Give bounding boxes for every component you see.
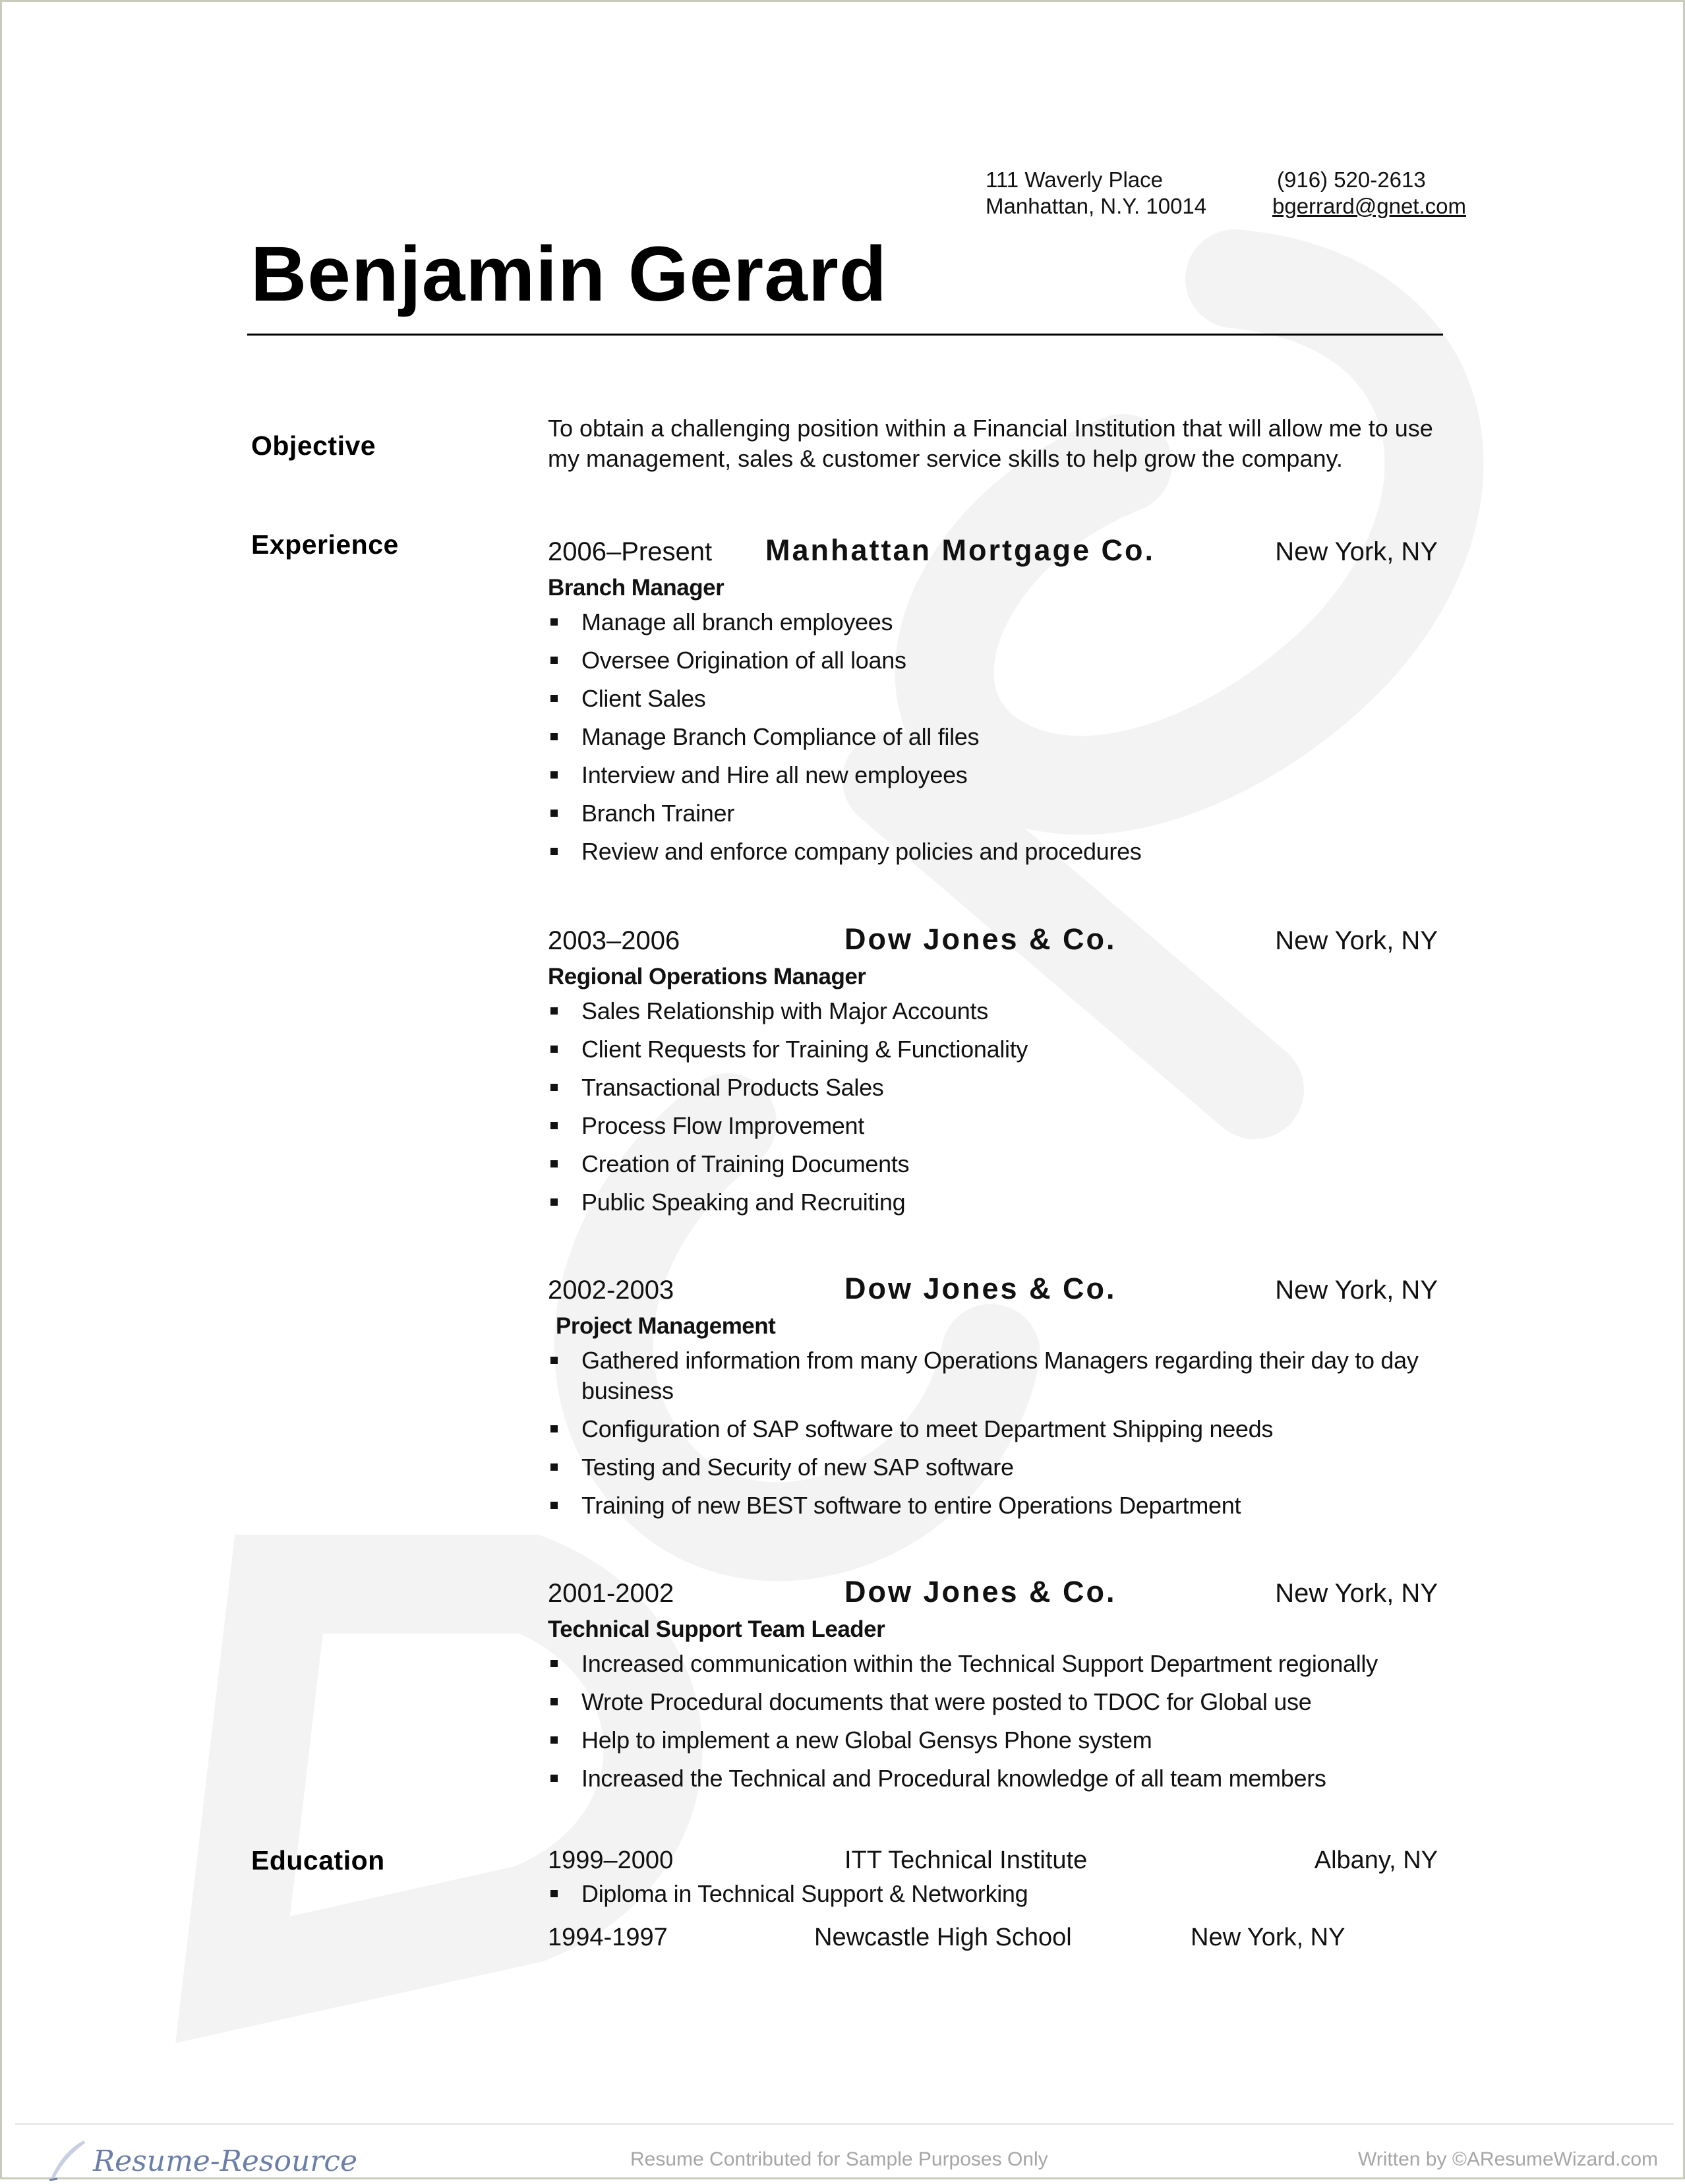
- footer-credit: Written by ©AResumeWizard.com: [1358, 2148, 1658, 2170]
- job-dates: 2002-2003: [548, 1276, 674, 1305]
- job-header: [548, 924, 1438, 963]
- job-bullets: [548, 1345, 1438, 1521]
- list-item: Public Speaking and Recruiting: [548, 1187, 1438, 1218]
- job-location: New York, NY: [1275, 1276, 1438, 1305]
- job-company: Manhattan Mortgage Co.: [765, 533, 1155, 567]
- job-location: New York, NY: [1275, 537, 1438, 566]
- education-entry: [548, 1921, 1438, 1954]
- job-header: [548, 1576, 1438, 1616]
- list-item: Manage Branch Compliance of all files: [548, 722, 1438, 752]
- candidate-name: Benjamin Gerard: [251, 231, 887, 318]
- contact-block: [986, 167, 1466, 220]
- job-location: New York, NY: [1275, 926, 1438, 955]
- job-entry: [548, 1273, 1438, 1529]
- list-item: Sales Relationship with Major Accounts: [548, 996, 1438, 1026]
- education-entry: [548, 1844, 1438, 1877]
- job-entry: [548, 1576, 1438, 1802]
- quill-icon: [44, 2138, 90, 2184]
- footer-divider: [15, 2123, 1674, 2125]
- list-item: Testing and Security of new SAP software: [548, 1452, 1438, 1483]
- job-dates: 2006–Present: [548, 537, 713, 566]
- list-item: Training of new BEST software to entire Operations Department: [548, 1490, 1438, 1521]
- list-item: Help to implement a new Global Gensys Phone system: [548, 1725, 1438, 1756]
- list-item: Oversee Origination of all loans: [548, 645, 1438, 676]
- education-school: ITT Technical Institute: [844, 1846, 1088, 1874]
- phone: (916) 520-2613: [1277, 167, 1426, 192]
- job-bullets: [548, 996, 1438, 1218]
- job-entry: [548, 924, 1438, 1225]
- address-line-2: Manhattan, N.Y. 10014: [986, 194, 1207, 218]
- job-dates: 2001-2002: [548, 1579, 674, 1608]
- job-bullets: [548, 607, 1438, 867]
- list-item: Increased communication within the Technical Support Department regionally: [548, 1649, 1438, 1679]
- job-header: [548, 535, 1438, 574]
- experience-label: Experience: [251, 529, 399, 560]
- job-company: Dow Jones & Co.: [844, 922, 1117, 956]
- list-item: Interview and Hire all new employees: [548, 760, 1438, 790]
- list-item: Client Sales: [548, 684, 1438, 714]
- resume-resource-logo[interactable]: [44, 2138, 357, 2184]
- list-item: Process Flow Improvement: [548, 1111, 1438, 1141]
- logo-text: Resume-Resource: [93, 2144, 358, 2178]
- list-item: Review and enforce company policies and procedures: [548, 837, 1438, 867]
- list-item: Gathered information from many Operations Managers regarding their day to day business: [548, 1345, 1438, 1406]
- job-bullets: [548, 1649, 1438, 1794]
- list-item: Client Requests for Training & Functionality: [548, 1034, 1438, 1065]
- job-header: [548, 1273, 1438, 1313]
- education-dates: 1999–2000: [548, 1846, 674, 1874]
- list-item: Diploma in Technical Support & Networking: [548, 1879, 1438, 1909]
- header-divider: [247, 334, 1443, 336]
- email-link[interactable]: bgerrard@gnet.com: [1272, 194, 1466, 218]
- list-item: Increased the Technical and Procedural knowledge of all team members: [548, 1763, 1438, 1794]
- footer-disclaimer: Resume Contributed for Sample Purposes Only: [630, 2148, 1048, 2170]
- education-location: Albany, NY: [1314, 1846, 1438, 1874]
- education-label: Education: [251, 1845, 385, 1875]
- education-dates: 1994-1997: [548, 1924, 668, 1951]
- objective-label: Objective: [251, 430, 376, 461]
- job-company: Dow Jones & Co.: [844, 1575, 1117, 1608]
- address-line-1: 111 Waverly Place: [986, 167, 1163, 192]
- list-item: Creation of Training Documents: [548, 1149, 1438, 1179]
- list-item: Branch Trainer: [548, 798, 1438, 829]
- job-location: New York, NY: [1275, 1579, 1438, 1608]
- job-title: Branch Manager: [548, 575, 724, 601]
- job-title: Regional Operations Manager: [548, 964, 866, 989]
- education-school: Newcastle High School: [814, 1924, 1072, 1951]
- list-item: Configuration of SAP software to meet Department Shipping needs: [548, 1414, 1438, 1444]
- list-item: Transactional Products Sales: [548, 1073, 1438, 1103]
- job-entry: [548, 535, 1438, 875]
- page-footer: [2, 2123, 1685, 2181]
- list-item: Wrote Procedural documents that were posted to TDOC for Global use: [548, 1687, 1438, 1717]
- education-bullets: [548, 1879, 1438, 1917]
- education-location: New York, NY: [1191, 1924, 1345, 1951]
- list-item: Manage all branch employees: [548, 607, 1438, 637]
- job-dates: 2003–2006: [548, 926, 680, 955]
- job-title: Technical Support Team Leader: [548, 1616, 885, 1642]
- objective-text: To obtain a challenging position within a Financial Institution that will allow me to use my management, sales & customer service skills to help grow the company.: [548, 415, 1433, 472]
- job-title: Project Management: [556, 1313, 776, 1339]
- job-company: Dow Jones & Co.: [844, 1272, 1117, 1305]
